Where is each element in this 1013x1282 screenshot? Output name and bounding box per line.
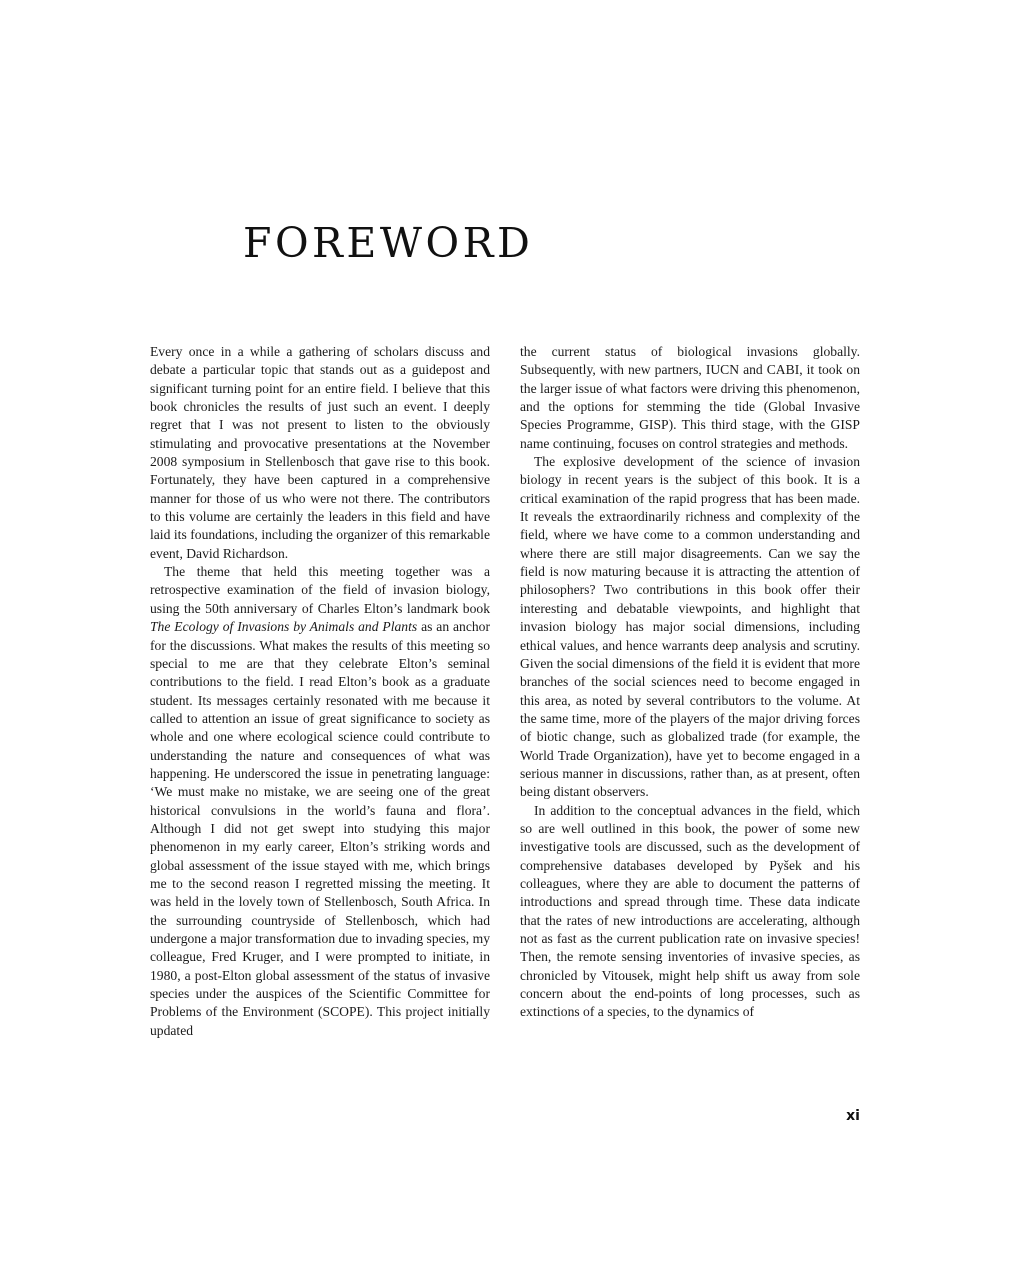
right-paragraph-3: In addition to the conceptual advances in the field, which so are well outlined in this book, the power of some new investigative tools are discussed, such as the development of comprehensive databases developed by Pyšek and his colleagues, where they are able to document the patterns of introductions and spread through time. These data indicate that the rates of new introductions are accelerating, although not as fast as the current publication rate on invasive species! Then, the remote sensing inventories of invasive species, as chronicled by Vitousek, might help shift us away from sole concern about the end-points of long processes, such as extinctions of a species, to the dynamics of <box>520 802 860 1020</box>
left-text-column <box>150 343 490 1040</box>
left-paragraph-1: Every once in a while a gathering of scholars discuss and debate a particular topic that stands out as a guidepost and significant turning point for an entire field. I believe that this book chronicles the results of just such an event. I deeply regret that I was not present to listen to the obviously stimulating and provocative presentations at the November 2008 symposium in Stellenbosch that gave rise to this book. Fortunately, they have been captured in a comprehensive manner for those of us who were not there. The contributors to this volume are certainly the leaders in this field and have laid its foundations, including the organizer of this remarkable event, David Richardson. <box>150 344 490 561</box>
left-paragraph-2-text-b: as an anchor for the discussions. What makes the results of this meeting so special to me are that they celebrate Elton’s seminal contributions to the field. I read Elton’s book as a graduate student. Its messages certainly resonated with me because it called to attention an issue of great significance to society as whole and one where ecological science could contribute to understanding the nature and consequences of what was happening. He underscored the issue in penetrating language: ‘We must make no mistake, we are seeing one of the great historical convulsions in the world’s fauna and flora’. Although I did not get swept into studying this major phenomenon in my early career, Elton’s striking words and global assessment of the issue stayed with me, which brings me to the second reason I regretted missing the meeting. It was held in the lovely town of Stellenbosch, South Africa. In the surrounding countryside of Stellenbosch, which had undergone a major transformation due to invading species, my colleague, Fred Kruger, and I were prompted to initiate, in 1980, a post-Elton global assessment of the status of invasive species under the auspices of the Scientific Committee for Problems of the Environment (SCOPE). This project initially updated <box>150 619 491 1038</box>
chapter-title: FOREWORD <box>243 219 534 267</box>
book-title-italic: The Ecology of Invasions by Animals and Plants <box>150 619 418 635</box>
page-number: xi <box>846 1108 860 1124</box>
right-paragraph-1: the current status of biological invasions globally. Subsequently, with new partners, IUCN and CABI, it took on the larger issue of what factors were driving this phenomenon, and the options for stemming the tide (Global Invasive Species Programme, GISP). This third stage, with the GISP name continuing, focuses on control strategies and methods. <box>520 344 860 451</box>
right-paragraph-2: The explosive development of the science of invasion biology in recent years is the subject of this book. It is a critical examination of the rapid progress that has been made. It reveals the extraordinarily richness and complexity of the field, where we have come to a common understanding and where there are still major disagreements. Can we say the field is now maturing because it is attracting the attention of philosophers? Two contributions in this book offer their interesting and debatable viewpoints, and highlight that invasion biology has major social dimensions, including ethical values, and hence warrants deep analysis and scrutiny. Given the social dimensions of the field it is evident that more branches of the social sciences need to become engaged in this area, as noted by several contributors to the volume. At the same time, more of the players of the major driving forces of biotic change, such as globalized trade (for example, the World Trade Organization), have yet to become engaged in a serious manner in discussions, rather than, as at present, often being distant observers. <box>520 454 860 800</box>
left-paragraph-2-text-a: The theme that held this meeting together was a retrospective examination of the field of invasion biology, using the 50th anniversary of Charles Elton’s landmark book <box>150 564 490 616</box>
right-text-column <box>520 343 860 1022</box>
left-paragraph-2 <box>150 563 490 1040</box>
